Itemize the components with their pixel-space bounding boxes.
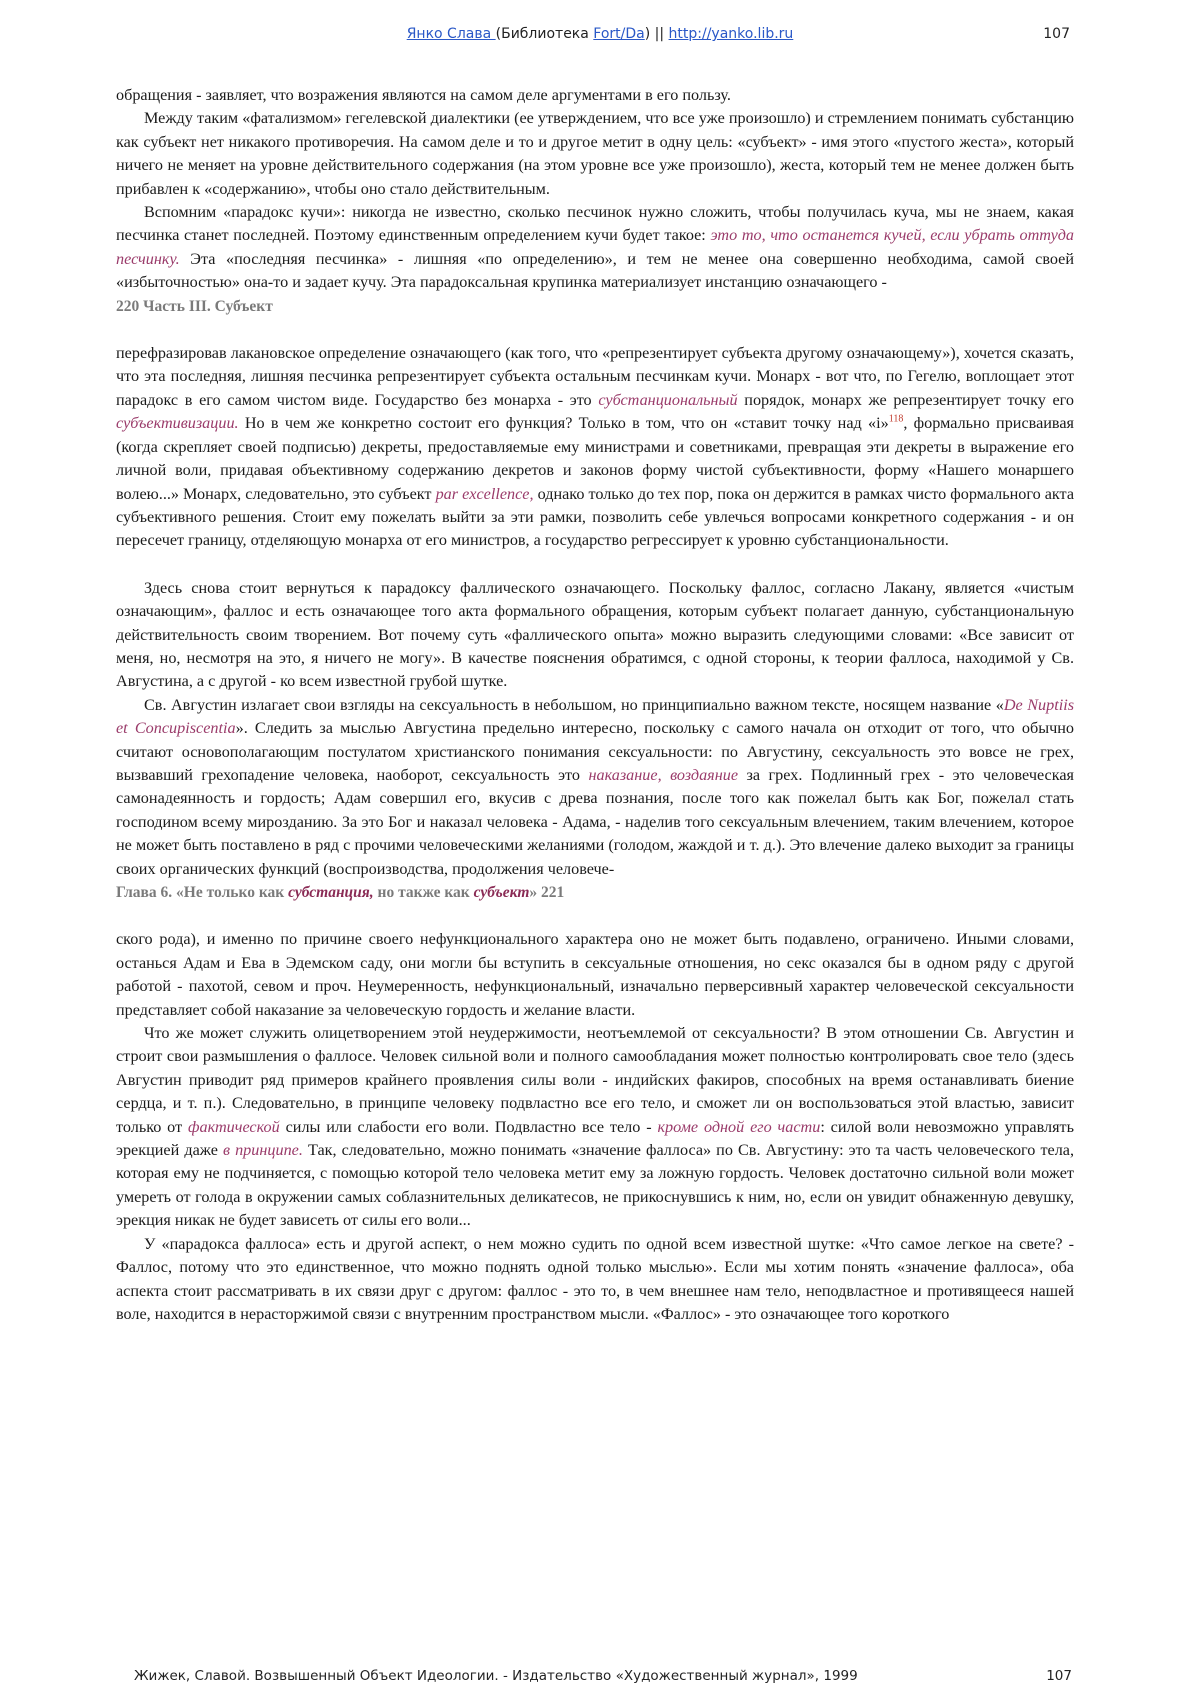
p8-text-c: : силой воли невозможно управлять эрекцией даже xyxy=(116,1117,1075,1160)
rh2-emphasis-2: субъект xyxy=(473,884,530,901)
library-label-close: ) || xyxy=(644,26,669,42)
p4-text-d: , формально присваивая (когда скрепляет своей подписью) декреты, предоставляемые ему министрами и советниками, превращая эти декреты в выражение его личной воли, придавая объективному содержанию декретов и законов форму чистой субъективности, форму «Нашего монаршего волею...» Монарх, следовательно, это субъект xyxy=(116,414,1074,503)
fortda-link[interactable]: Fort/Da xyxy=(593,26,645,42)
paragraph-7: ского рода), и именно по причине своего нефункционального характера оно не может быть подавлено, ограничено. Иными словами, останься Адам и Ева в Эдемском саду, они могли бы вступить в сексуальные отношения, но секс оказался бы в одном ряду с другой работой - пахотой, севом и проч. Неумеренность, нефункциональный, изначально перверсивный характер человеческой сексуальности представляет собой наказание за человеческую гордость и желание власти. xyxy=(116,930,1074,1019)
paragraph-4 xyxy=(116,342,1074,553)
page-header xyxy=(0,26,1200,50)
section-gap xyxy=(116,553,1074,577)
p8-text-a: Что же может служить олицетворением этой неудержимости, неотъемлемой от сексуальности? В этом отношении Св. Августин и строит свои размышления о фаллосе. Человек сильной воли и полного самообладания может полностью контролировать свое тело (здесь Августин приводит ряд примеров крайнего проявления силы воли - индийских факиров, способных на время останавливать биение сердца, и т. п.). Следовательно, в принципе человеку подвластно все его тело, и сможет ли он воспользоваться этой властью, зависит только от xyxy=(116,1024,1074,1136)
rh2-text-a: Глава 6. «Не только как xyxy=(116,884,289,901)
page-body xyxy=(116,84,1074,1326)
rh2-text-b: но также как xyxy=(373,884,474,901)
p4-text-c: Но в чем же конкретно состоит его функция? Только в том, что он «ставит точку над «i» xyxy=(238,414,889,433)
p6-text-c: за грех. Подлинный грех - это человеческая самонадеянность и гордость; Адам совершил его, вкусив с древа познания, после того как пожелал быть как Бог, пожелал стать господином всему мирозданию. За это Бог и наказал человека - Адама, - наделив того сексуальным влечением, таким влечением, которое не может быть поставлено в ряд с прочими человеческими желаниями (голодом, жаждой и т. д.). Это влечение далеко выходит за границы своих органических функций (воспроизводства, продолжения человече- xyxy=(116,765,1074,878)
p6-text-a: Св. Августин излагает свои взгляды на сексуальность в небольшом, но принципиально важном тексте, носящем название « xyxy=(144,695,1004,714)
library-label-open: (Библиотека xyxy=(495,26,594,42)
footer-citation: Жижек, Славой. Возвышенный Объект Идеологии. - Издательство «Художественный журнал», 1999 xyxy=(134,1668,858,1684)
p8-emphasis-1: фактической xyxy=(188,1117,280,1136)
paragraph-3 xyxy=(116,201,1074,295)
author-link[interactable]: Янко Слава xyxy=(406,26,496,42)
site-url-link[interactable]: http://yanko.lib.ru xyxy=(668,26,794,42)
p4-text-a: перефразировав лакановское определение означающего (как того, что «репрезентирует субъекта другому означающему»), хочется сказать, что эта последняя, лишняя песчинка репрезентирует субъекта остальным песчинкам кучи. Монарх - вот что, по Гегелю, воплощает этот парадокс в его самом чистом виде. Государство без монарха - это xyxy=(116,344,1074,409)
p4-emphasis-2: субъективизации. xyxy=(116,414,239,433)
p8-text-b: силы или слабости его воли. Подвластно все тело - xyxy=(279,1117,658,1136)
p4-emphasis-1: субстанциональный xyxy=(598,390,738,409)
paragraph-8 xyxy=(116,1022,1074,1233)
rh2-emphasis-1: субстанция, xyxy=(288,884,374,901)
p8-emphasis-2: кроме одной его части xyxy=(657,1117,821,1136)
p3-text-b: Эта «последняя песчинка» - лишняя «по определению», и тем не менее она совершенно необходима, самой своей «избыточностью» она-то и задает кучу. Эта парадоксальная крупинка материализует инстанцию означающего - xyxy=(116,249,1074,292)
p3-text-a: Вспомним «парадокс кучи»: никогда не известно, сколько песчинок нужно сложить, чтобы получилась куча, мы не знаем, какая песчинка станет последней. Поэтому единственным определением кучи будет такое: xyxy=(116,203,1074,245)
footer-page-number: 107 xyxy=(1046,1668,1072,1684)
paragraph-6 xyxy=(116,694,1074,881)
p8-emphasis-3: в принципе. xyxy=(222,1141,303,1160)
p6-text-b: ». Следить за мыслью Августина предельно интересно, поскольку с самого начала он отходит от того, что обычно считают основополагающим постулатом христианского понимания сексуальности: по Августину, сексуальность это вовсе не грех, вызвавший грехопадение человека, наоборот, сексуальность это xyxy=(116,719,1074,784)
p8-text-d: Так, следовательно, можно понимать «значение фаллоса» по Св. Августину: это та часть человеческого тела, которая ему не подчиняется, с помощью которой тело человека метит ему за ложную гордость. Человек достаточно сильной воли может умереть от голода в окружении самых соблазнительных деликатесов, не прикоснувшись к ним, но, если он увидит обнаженную девушку, эрекция никак не будет зависеть от силы его воли... xyxy=(116,1141,1075,1230)
page-footer xyxy=(0,1668,1200,1688)
paragraph-2: Между таким «фатализмом» гегелевской диалектики (ее утверждением, что все уже произошло) и стремлением понимать субстанцию как субъект нет никакого противоречия. На самом деле и то и другое метит в одну цель: «субъект» - имя этого «пустого жеста», который ничего не меняет на уровне действительного содержания (на этом уровне все уже произошло), жеста, который тем не менее должен быть прибавлен к «содержанию», чтобы оно стало действительным. xyxy=(116,109,1074,198)
paragraph-9: У «парадокса фаллоса» есть и другой аспект, о нем можно судить по одной всем известной шутке: «Что самое легкое на свете? - Фаллос, потому что это единственное, что можно поднять одной только мыслью». Если мы хотим понять «значение фаллоса», оба аспекта стоит рассматривать в их связи друг с другом: фаллос - это то, в чем внешнее нам тело, неподвластное и противящееся нашей воле, находится в нерасторжимой связи с внутренним пространством мысли. «Фаллос» - это означающее того короткого xyxy=(116,1234,1074,1323)
paragraph-5: Здесь снова стоит вернуться к парадоксу фаллического означающего. Поскольку фаллос, согласно Лакану, является «чистым означающим», фаллос и есть означающее того акта формального обращения, которым субъект полагает данную, субстанциональную действительность своим творением. Вот почему суть «фаллического опыта» можно выразить следующими словами: «Все зависит от меня, но, несмотря на это, я ничего не могу». В качестве пояснения обратимся, с одной стороны, к теории фаллоса, находимой у Св. Августина, а с другой - ко всем известной грубой шутке. xyxy=(116,578,1074,691)
paragraph-1: обращения - заявляет, что возражения являются на самом деле аргументами в его пользу. xyxy=(116,86,731,104)
p4-text-b: порядок, монарх же репрезентирует точку его xyxy=(737,390,1074,409)
p4-emphasis-3: par excellence, xyxy=(435,484,534,503)
running-head-221 xyxy=(116,881,1074,904)
header-line xyxy=(0,26,1200,42)
p4-text-e: однако только до тех пор, пока он держится в рамках чисто формального акта субъективного решения. Стоит ему пожелать выйти за эти рамки, позволить себе увлечься вопросами конкретного содержания - и он пересечет границу, отделяющую монарха от его министров, а государство регрессирует к уровню субстанциональности. xyxy=(116,484,1075,550)
p6-emphasis-1: De Nuptiis et Concupiscentia xyxy=(116,695,1074,738)
page-break-gap-2 xyxy=(116,904,1074,928)
running-head-220: 220 Часть III. Субъект xyxy=(116,297,273,315)
p3-emphasis: это то, что останется кучей, если убрать оттуда песчинку. xyxy=(116,226,1074,268)
p6-emphasis-2: наказание, воздаяние xyxy=(588,765,739,784)
footnote-ref-118[interactable]: 118 xyxy=(888,413,904,425)
rh2-text-c: » 221 xyxy=(529,884,565,901)
page-break-gap xyxy=(116,318,1074,342)
header-page-number: 107 xyxy=(1043,26,1070,42)
